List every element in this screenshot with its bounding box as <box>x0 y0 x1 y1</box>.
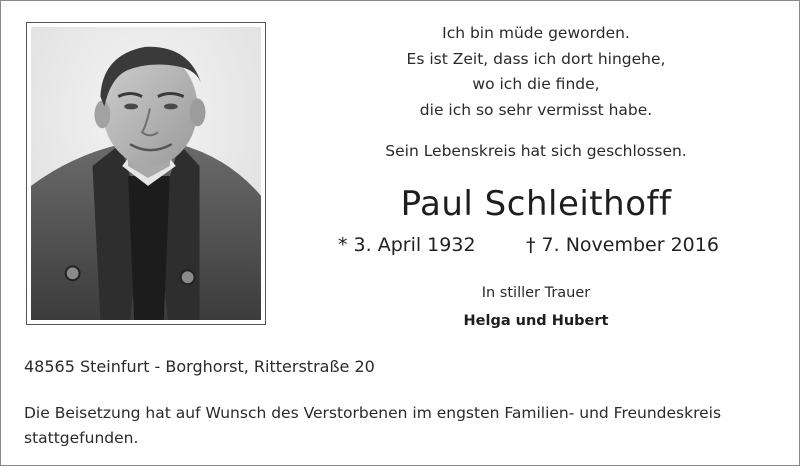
address: 48565 Steinfurt - Borghorst, Ritterstraße 20 <box>24 357 375 376</box>
mourning-intro: In stiller Trauer <box>481 285 591 301</box>
closing-line: Sein Lebenskreis hat sich geschlossen. <box>385 142 687 160</box>
deceased-name: Paul Schleithoff <box>400 184 672 224</box>
poem-line: Es ist Zeit, dass ich dort hingehe, <box>406 49 666 68</box>
burial-notice: Die Beisetzung hat auf Wunsch des Verstorbenen im engsten Familien- und Freundeskreis stattgefunden. <box>24 404 722 447</box>
poem-line: wo ich die finde, <box>472 75 600 93</box>
poem-line: die ich so sehr vermisst habe. <box>419 100 653 119</box>
life-dates <box>338 234 738 256</box>
mourner-names: Helga und Hubert <box>463 313 609 329</box>
poem-line: Ich bin müde geworden. <box>442 24 630 42</box>
poem <box>341 21 731 123</box>
birth-date: * 3. April 1932 <box>338 234 476 256</box>
death-date: † 7. November 2016 <box>526 234 719 256</box>
portrait-photo <box>26 22 266 325</box>
